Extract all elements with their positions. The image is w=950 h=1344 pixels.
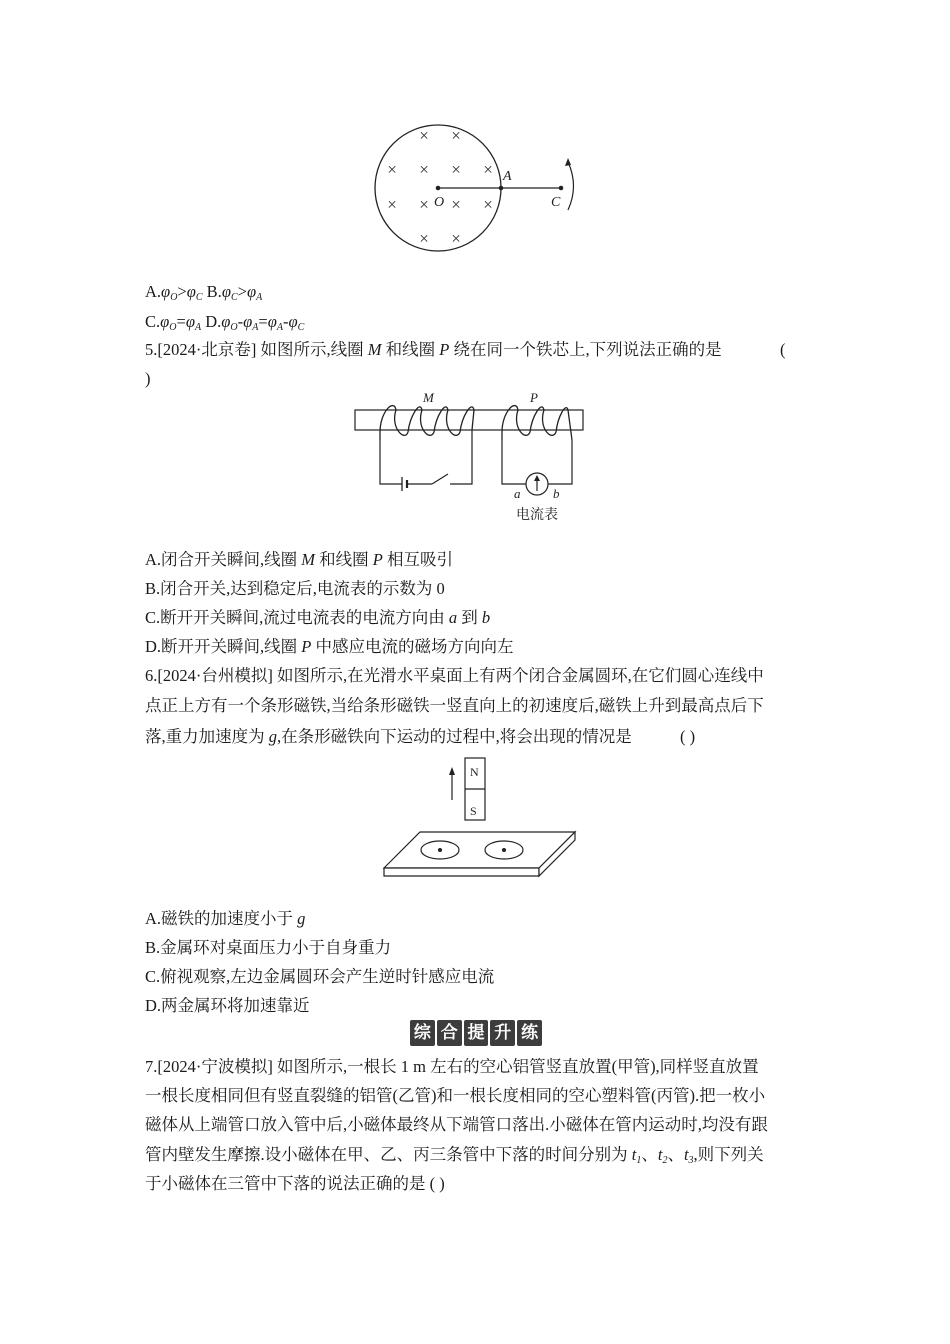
label-A: A xyxy=(503,169,512,184)
field-mark: × xyxy=(451,126,461,145)
ammeter-caption: 电流表 xyxy=(516,508,558,523)
velocity-arrowhead xyxy=(449,767,455,775)
table-edge xyxy=(384,868,539,876)
banner-char: 合 xyxy=(437,1020,462,1046)
field-mark: × xyxy=(483,195,493,214)
point-A xyxy=(499,186,504,191)
field-mark: × xyxy=(451,229,461,248)
q6-answer-bracket: ( ) xyxy=(680,727,696,746)
q5-option-C: C.断开开关瞬间,流过电流表的电流方向由 a 到 b xyxy=(145,608,491,627)
field-mark: × xyxy=(419,160,429,179)
q5-option-B: B.闭合开关,达到稳定后,电流表的示数为 0 xyxy=(145,579,445,598)
point-O xyxy=(436,186,441,191)
label-N: N xyxy=(470,765,479,779)
field-mark: × xyxy=(419,229,429,248)
circuit-right-wire xyxy=(548,440,572,484)
field-mark: × xyxy=(387,160,397,179)
q5-answer-bracket-open: ( xyxy=(780,340,786,359)
ring-center-right xyxy=(502,848,506,852)
banner-char: 提 xyxy=(464,1020,489,1046)
label-M: M xyxy=(423,390,434,405)
field-mark: × xyxy=(451,195,461,214)
circuit-right-wire xyxy=(502,440,526,484)
q5-stem: 5.[2024·北京卷] 如图所示,线圈 M 和线圈 P 绕在同一个铁芯上,下列说法正确的是 xyxy=(145,340,722,359)
label-C: C xyxy=(551,195,561,210)
q4-options-AB: $A.\varphi_O>\varphi_C$ $B.\varphi_C>\varphi_A$ xyxy=(145,282,263,303)
field-mark: × xyxy=(451,160,461,179)
q7-stem-line2: 一根长度相同但有竖直裂缝的铝管(乙管)和一根长度相同的空心塑料管(丙管).把一枚小 xyxy=(145,1086,766,1105)
q5-figure xyxy=(350,388,590,528)
q6-option-A: A.磁铁的加速度小于 g xyxy=(145,909,306,928)
q7-stem-line1: 7.[2024·宁波模拟] 如图所示,一根长 1 m 左右的空心铝管竖直放置(甲管),同样竖直放置 xyxy=(145,1057,759,1076)
q4-figure xyxy=(365,118,595,264)
q6-figure xyxy=(380,752,580,884)
point-C xyxy=(559,186,564,191)
circuit-left-wire xyxy=(450,430,472,484)
banner-char: 练 xyxy=(517,1020,542,1046)
q6-option-D: D.两金属环将加速靠近 xyxy=(145,996,310,1015)
rotation-arrow xyxy=(568,162,574,210)
q5-answer-bracket-close: ) xyxy=(145,369,151,388)
switch-blade xyxy=(432,474,448,484)
circuit-left-wire xyxy=(380,440,402,484)
q7-stem-line5: 于小磁体在三管中下落的说法正确的是 ( ) xyxy=(145,1174,445,1193)
q5-option-D: D.断开开关瞬间,线圈 P 中感应电流的磁场方向向左 xyxy=(145,637,514,656)
q6-option-C: C.俯视观察,左边金属圆环会产生逆时针感应电流 xyxy=(145,967,495,986)
q6-stem-line3: 落,重力加速度为 g,在条形磁铁向下运动的过程中,将会出现的情况是 xyxy=(145,727,632,746)
label-P: P xyxy=(530,390,538,405)
q6-stem-line1: 6.[2024·台州模拟] 如图所示,在光滑水平桌面上有两个闭合金属圆环,在它们圆心连线中 xyxy=(145,666,764,685)
banner-char: 综 xyxy=(410,1020,435,1046)
q7-stem-line4: 管内壁发生摩擦.设小磁体在甲、乙、丙三条管中下落的时间分别为 $t_1$、$t_2$、$t_3$,则下列关 xyxy=(145,1145,764,1166)
field-mark: × xyxy=(483,160,493,179)
field-mark: × xyxy=(387,195,397,214)
label-b: b xyxy=(553,486,560,501)
q6-stem-line2: 点正上方有一个条形磁铁,当给条形磁铁一竖直向上的初速度后,磁铁上升到最高点后下 xyxy=(145,696,764,715)
iron-core xyxy=(355,410,583,430)
label-a: a xyxy=(514,486,521,501)
label-S: S xyxy=(470,804,477,818)
label-O: O xyxy=(434,195,445,210)
field-mark: × xyxy=(419,195,429,214)
rotation-arrowhead xyxy=(565,158,571,166)
q6-option-B: B.金属环对桌面压力小于自身重力 xyxy=(145,938,392,957)
q5-option-A: A.闭合开关瞬间,线圈 M 和线圈 P 相互吸引 xyxy=(145,550,454,569)
q7-stem-line3: 磁体从上端管口放入管中后,小磁体最终从下端管口落出.小磁体在管内运动时,均没有跟 xyxy=(145,1115,768,1134)
banner-char: 升 xyxy=(490,1020,515,1046)
q4-options-CD: $C.\varphi_O=\varphi_A$ $D.\varphi_O-\varphi_A=\varphi_A-\varphi_C$ xyxy=(145,312,305,333)
section-banner xyxy=(410,1020,542,1046)
field-mark: × xyxy=(419,126,429,145)
ring-center-left xyxy=(438,848,442,852)
